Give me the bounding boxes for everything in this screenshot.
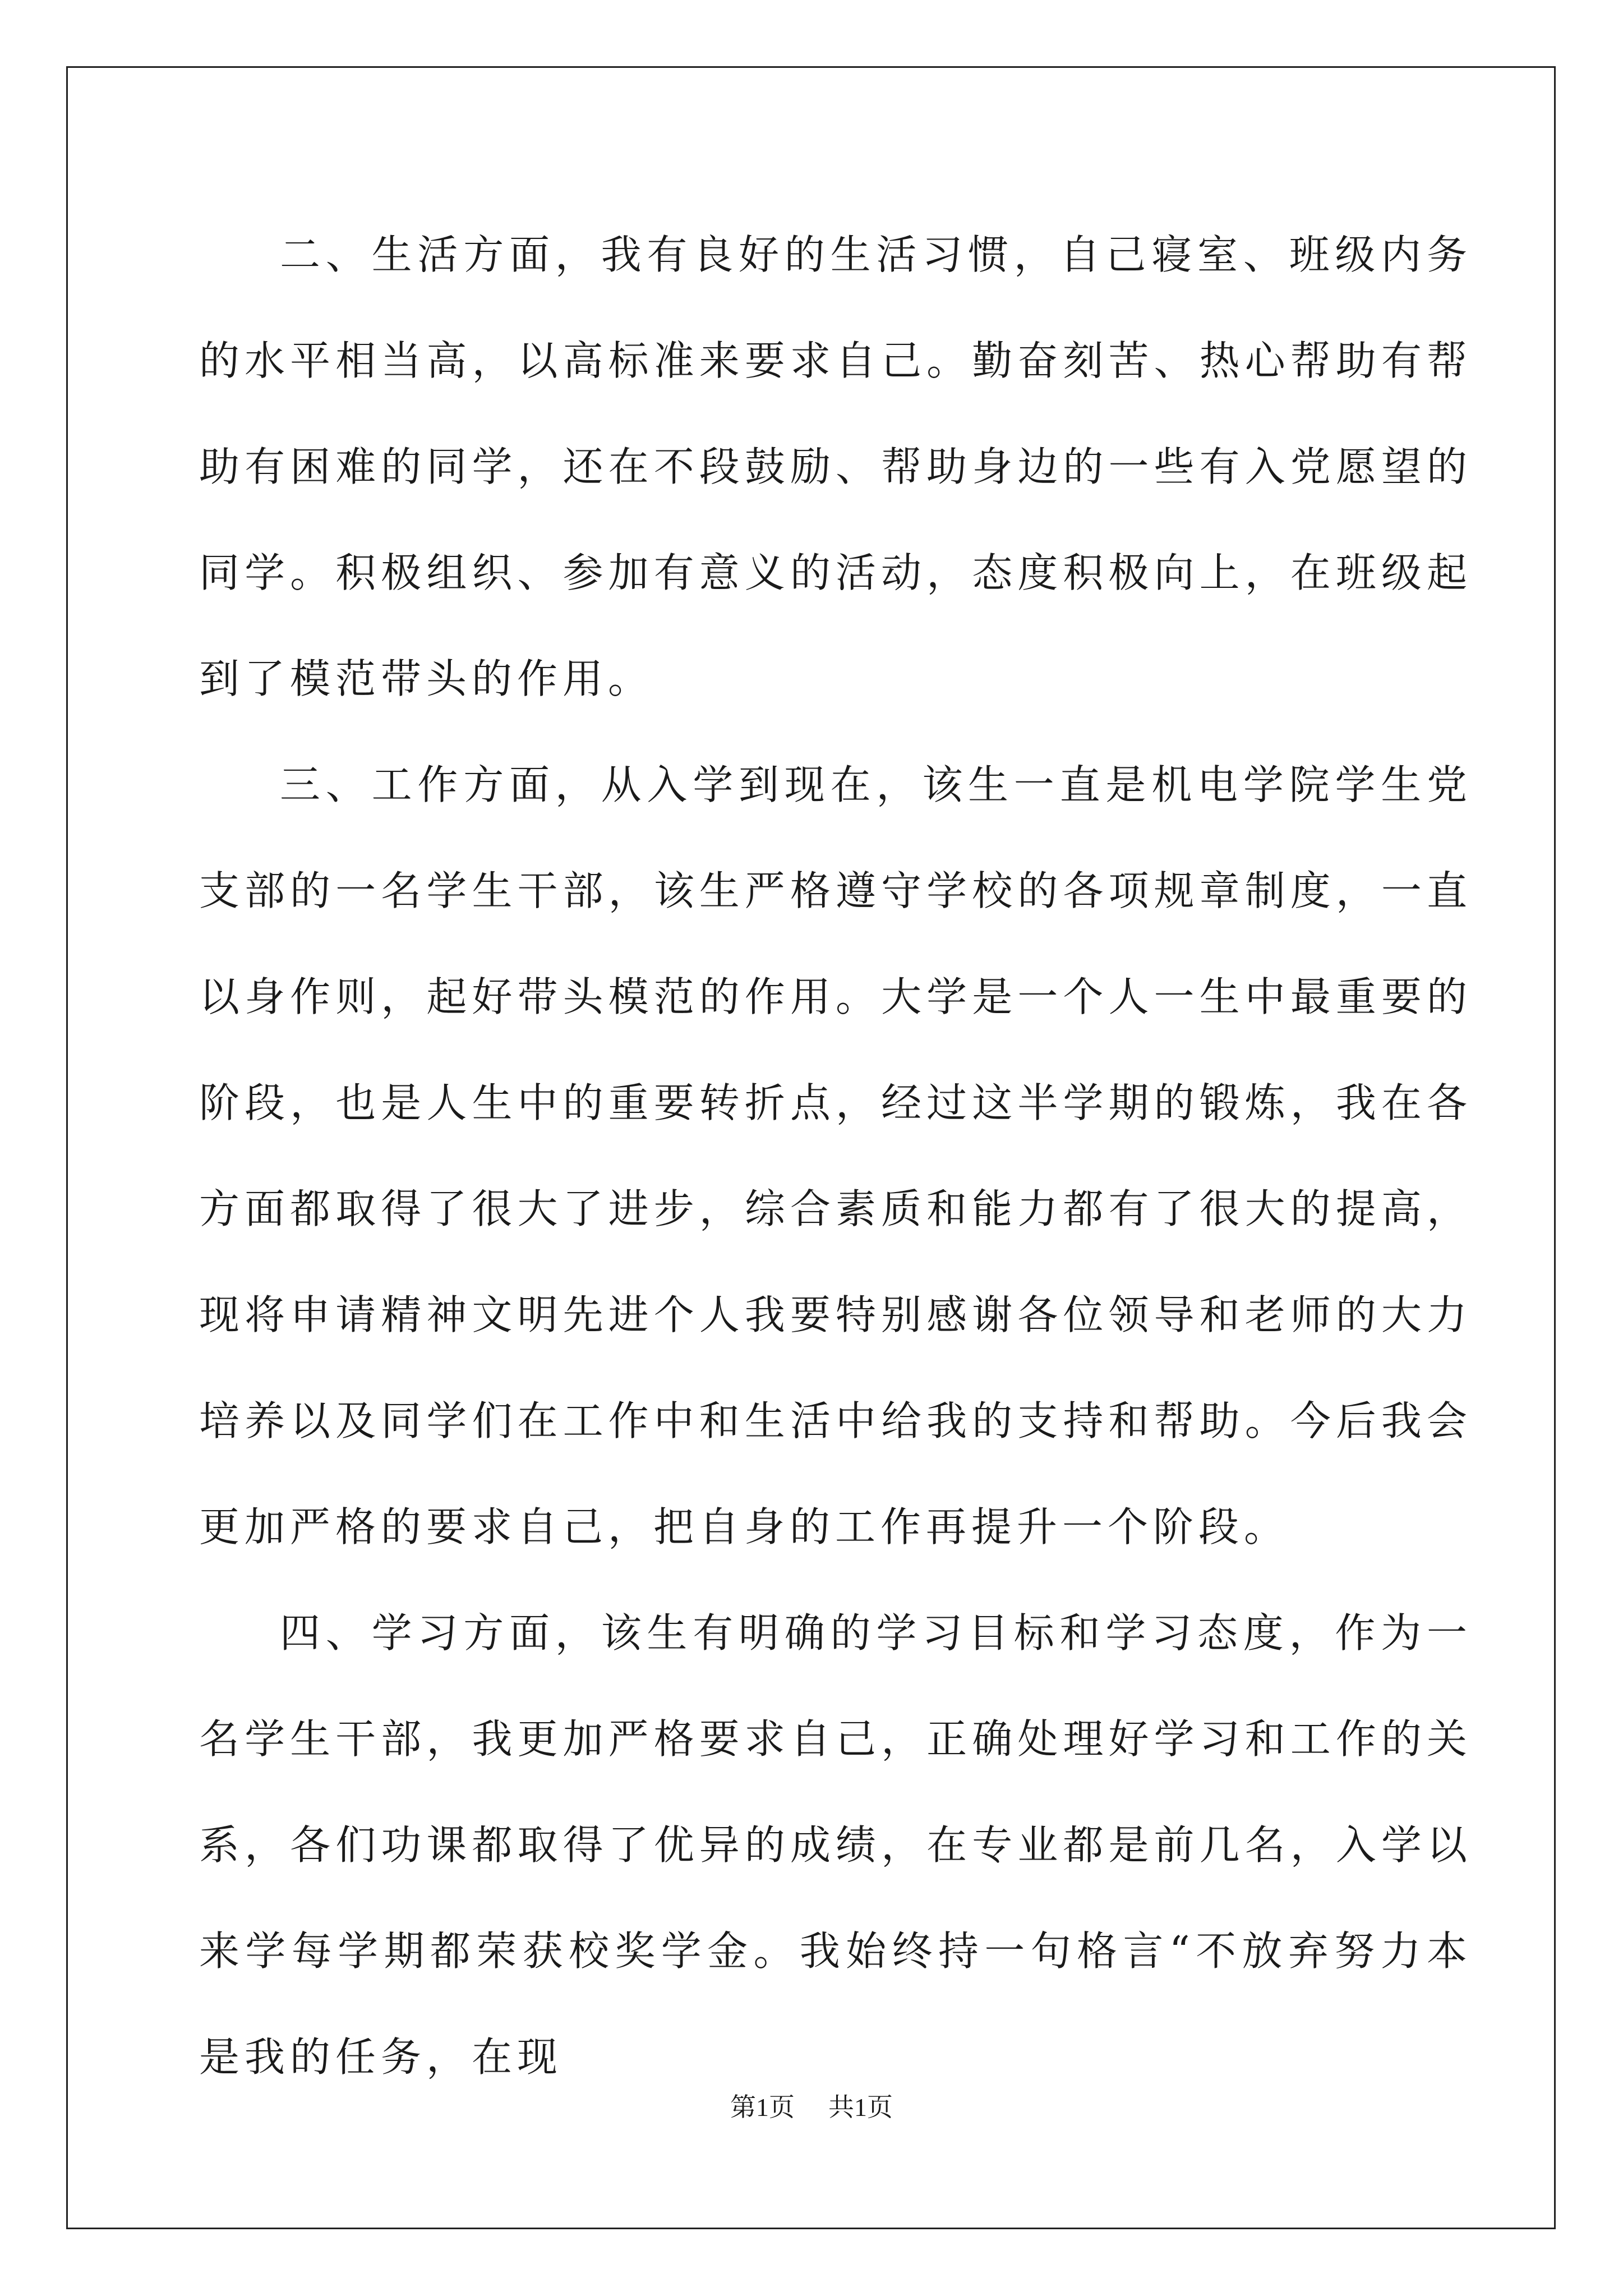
paragraph-life: 二、生活方面，我有良好的生活习惯，自己寝室、班级内务的水平相当高，以高标准来要求自己。勤奋刻苦、热心帮助有帮助有困难的同学，还在不段鼓励、帮助身边的一些有入党愿望的同学。积极组织、参加有意义的活动，态度积极向上，在班级起到了模范带头的作用。 [199, 231, 1472, 702]
page-number-total: 共1页 [828, 2093, 893, 2122]
paragraph-work: 三、工作方面，从入学到现在，该生一直是机电学院学生党支部的一名学生干部，该生严格遵守学校的各项规章制度，一直以身作则，起好带头模范的作用。大学是一个人一生中最重要的阶段，也是人生中的重要转折点，经过这半学期的锻炼，我在各方面都取得了很大了进步，综合素质和能力都有了很大的提高，现将申请精神文明先进个人我要特别感谢各位领导和老师的大力培养以及同学们在工作中和生活中给我的支持和帮助。今后我会更加严格的要求自己，把自身的工作再提升一个阶段。 [199, 761, 1472, 1550]
page-number-current: 第1页 [730, 2093, 795, 2122]
page-footer [0, 2087, 1623, 2124]
document-body [199, 202, 1472, 2110]
paragraph-study: 四、学习方面，该生有明确的学习目标和学习态度，作为一名学生干部，我更加严格要求自己，正确处理好学习和工作的关系，各们功课都取得了优异的成绩，在专业都是前几名，入学以来学每学期都荣获校奖学金。我始终持一句格言“不放弃努力本是我的任务，在现 [199, 1609, 1472, 2081]
